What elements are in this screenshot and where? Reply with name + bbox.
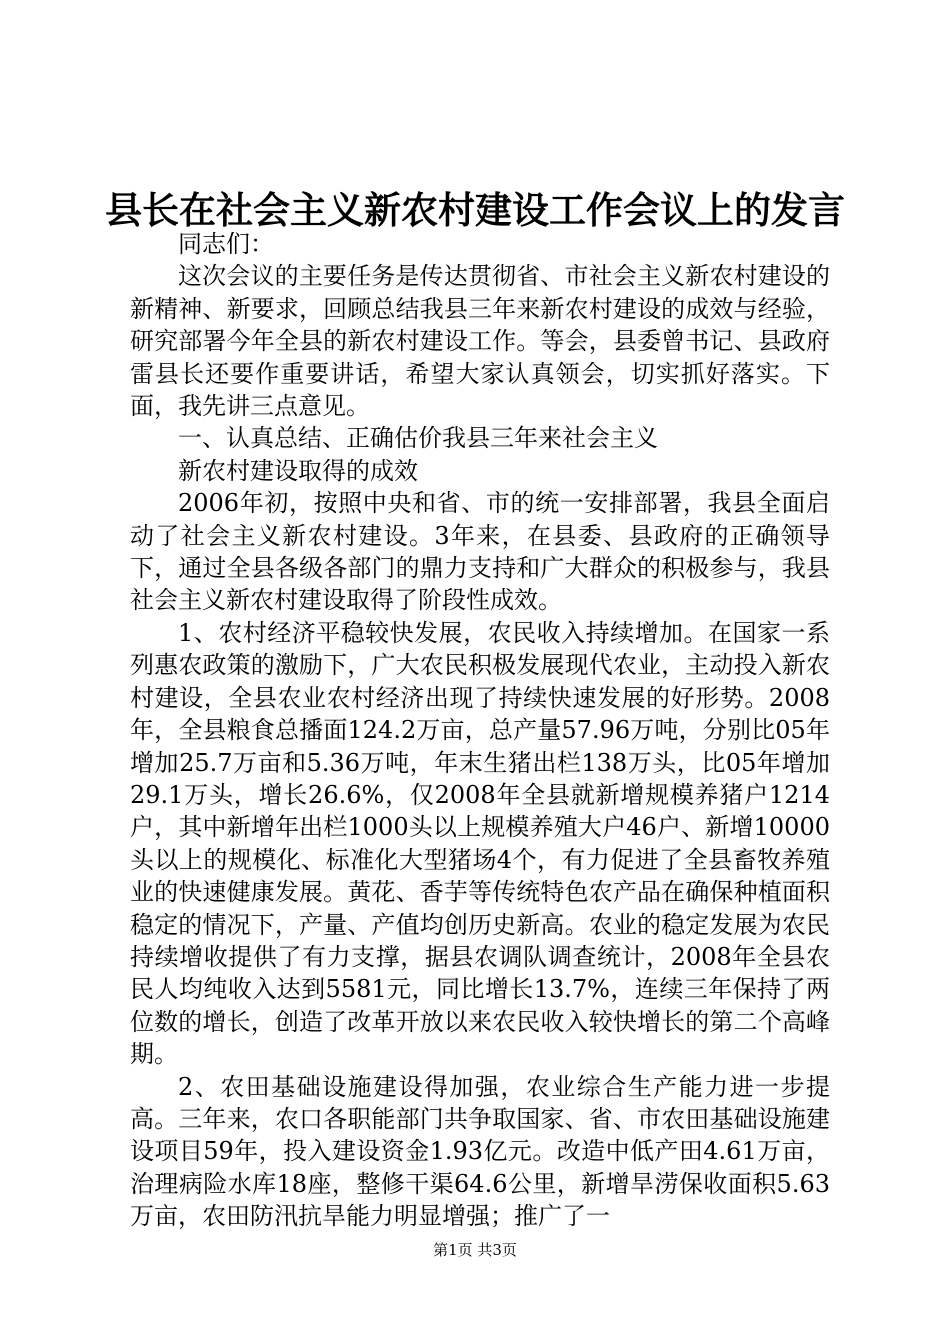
paragraph-point-2: 2、农田基础设施建设得加强，农业综合生产能力进一步提高。三年来，农口各职能部门共争取国家、省、市农田基础设施建设项目59年，投入建设资金1.93亿元。改造中低产田4.61万亩，治理病险水库18座，整修干渠64.6公里，新增旱涝保收面积5.63万亩，农田防汛抗旱能力明显增强；推广了一: [130, 1072, 830, 1231]
document-title: 县长在社会主义新农村建设工作会议上的发言: [105, 188, 845, 232]
salutation: 同志们：: [178, 230, 274, 258]
paragraph-point-1: 1、农村经济平稳较快发展，农民收入持续增加。在国家一系列惠农政策的激励下，广大农民积极发展现代农业，主动投入新农村建设，全县农业农村经济出现了持续快速发展的好形势。2008年，全县粮食总播面124.2万亩，总产量57.96万吨，分别比05年增加25.7万亩和5.36万吨，年末生猪出栏138万头，比05年增加29.1万头，增长26.6%，仅2008年全县就新增规模养猪户1214户，其中新增年出栏1000头以上规模养殖大户46户、新增10000头以上的规模化、标准化大型猪场4个，有力促进了全县畜牧养殖业的快速健康发展。黄花、香芋等传统特色农产品在确保种植面积稳定的情况下，产量、产值均创历史新高。农业的稳定发展为农民持续增收提供了有力支撑，据县农调队调查统计，2008年全县农民人均纯收入达到5581元，同比增长13.7%，连续三年保持了两位数的增长，创造了改革开放以来农民收入较快增长的第二个高峰期。: [130, 618, 830, 1069]
document-body: [130, 228, 830, 1233]
paragraph-intro: 这次会议的主要任务是传达贯彻省、市社会主义新农村建设的新精神、新要求，回顾总结我县三年来新农村建设的成效与经验，研究部署今年全县的新农村建设工作。等会，县委曾书记、县政府雷县长还要作重要讲话，希望大家认真领会，切实抓好落实。下面，我先讲三点意见。: [130, 262, 830, 421]
section-heading-line-2: 新农村建设取得的成效: [178, 456, 418, 485]
page-footer: 第1页 共3页: [433, 1241, 517, 1259]
section-heading-line-1: 一、认真总结、正确估价我县三年来社会主义: [178, 424, 658, 453]
paragraph-2006: 2006年初，按照中央和省、市的统一安排部署，我县全面启动了社会主义新农村建设。3年来，在县委、县政府的正确领导下，通过全县各级各部门的鼎力支持和广大群众的积极参与，我县社会主义新农村建设取得了阶段性成效。: [130, 489, 830, 615]
